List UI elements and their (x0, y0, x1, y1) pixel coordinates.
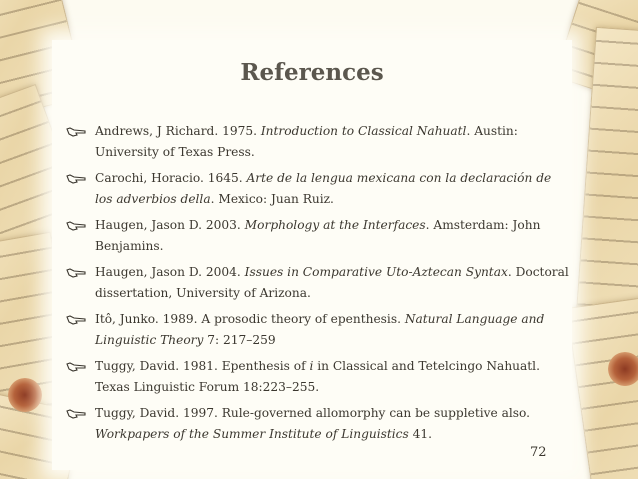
pointing-hand-icon (66, 265, 88, 279)
page-number: 72 (530, 445, 547, 460)
reference-authors-year: Tuggy, David. 1981. Epenthesis of (95, 359, 310, 373)
reference-work-title: Issues in Comparative Uto-Aztecan Syntax (244, 265, 508, 279)
reference-list (66, 121, 572, 450)
reference-item (66, 403, 572, 445)
reference-item (66, 262, 572, 304)
reference-authors-year: Andrews, J Richard. 1975. (95, 124, 261, 138)
pointing-hand-icon (66, 218, 88, 232)
pointing-hand-icon (66, 312, 88, 326)
slide-title: References (240, 59, 384, 86)
pointing-hand-icon (66, 124, 88, 138)
reference-authors-year: Carochi, Horacio. 1645. (95, 171, 247, 185)
reference-publisher: . Austin: University of Texas Press. (95, 124, 518, 159)
reference-publisher: 41. (408, 427, 433, 441)
reference-publisher: . Amsterdam: John Benjamins. (95, 218, 541, 253)
pointing-hand-icon (66, 171, 88, 185)
reference-item (66, 309, 572, 351)
flower-illustration-icon (8, 378, 42, 412)
reference-work-title: Natural Language and Linguistic Theory (95, 312, 545, 347)
reference-publisher: . Mexico: Juan Ruiz. (210, 192, 334, 206)
reference-work-title: Morphology at the Interfaces (244, 218, 426, 232)
flower-illustration-icon (608, 352, 638, 386)
reference-publisher: in Classical and Tetelcingo Nahuatl. Texas Linguistic Forum 18:223–255. (95, 359, 540, 394)
reference-work-title: Introduction to Classical Nahuatl (260, 124, 467, 138)
reference-item (66, 356, 572, 398)
reference-item (66, 215, 572, 257)
pointing-hand-icon (66, 359, 88, 373)
reference-authors-year: Tuggy, David. 1997. Rule-governed allomorphy can be suppletive also. (95, 406, 531, 420)
reference-item (66, 168, 572, 210)
reference-publisher: 7: 217–259 (203, 333, 276, 347)
pointing-hand-icon (66, 406, 88, 420)
reference-work-title: Arte de la lengua mexicana con la declaración de los adverbios della (95, 171, 552, 206)
reference-publisher: . Doctoral dissertation, University of Arizona. (95, 265, 569, 300)
reference-work-title: Workpapers of the Summer Institute of Linguistics (95, 427, 409, 441)
manuscript-fragment-decoration (566, 294, 638, 479)
reference-authors-year: Haugen, Jason D. 2003. (95, 218, 245, 232)
reference-authors-year: Itô, Junko. 1989. A prosodic theory of epenthesis. (95, 312, 405, 326)
reference-authors-year: Haugen, Jason D. 2004. (95, 265, 245, 279)
reference-work-title: i (309, 359, 314, 373)
reference-item (66, 121, 572, 163)
